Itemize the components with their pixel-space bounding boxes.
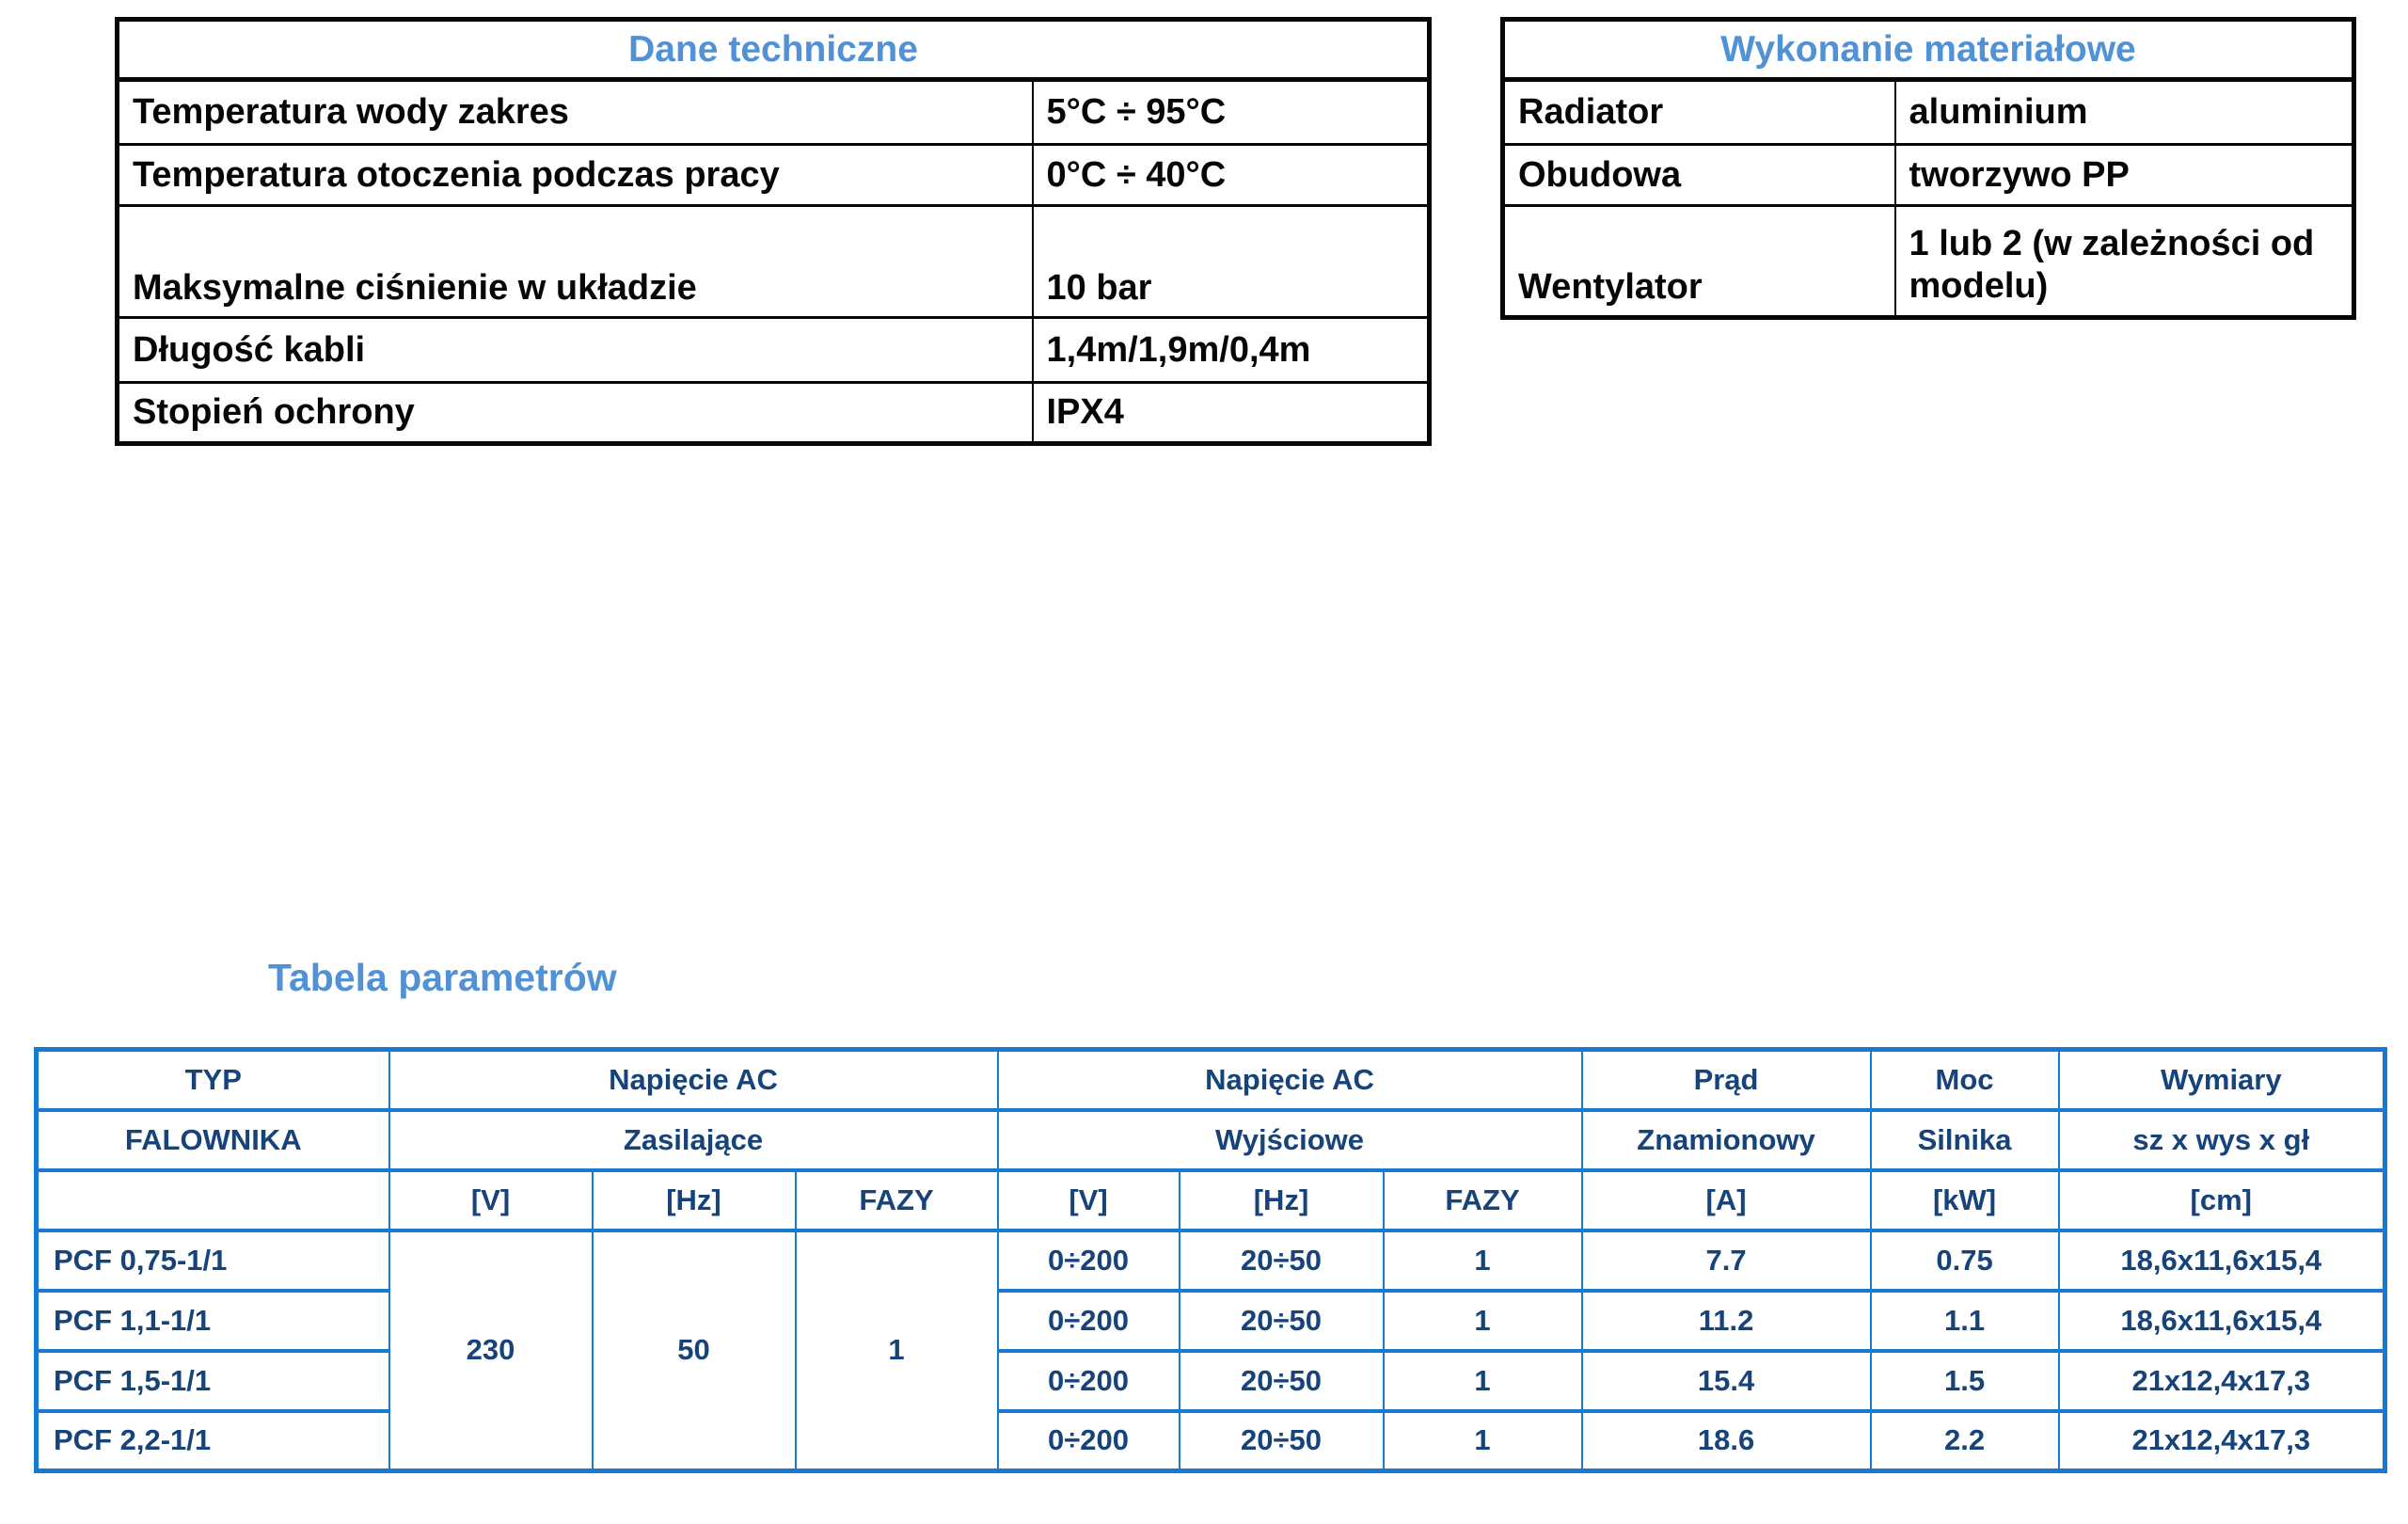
tabela-parametrow-title: Tabela parametrów: [268, 956, 617, 999]
table-row: [118, 145, 1430, 206]
material-row-value: aluminium: [1895, 80, 2354, 145]
prad-header: Znamionowy: [1582, 1110, 1871, 1170]
table-row: [118, 383, 1430, 444]
prad-header: Prąd: [1582, 1050, 1871, 1110]
table-row: [118, 206, 1430, 318]
tabela-parametrow-table: [34, 1047, 2387, 1473]
table-row: [118, 318, 1430, 383]
unit-header: FAZY: [1384, 1170, 1582, 1230]
wykonanie-materialowe-table: [1500, 17, 2356, 320]
cell-prad: 7.7: [1582, 1230, 1871, 1291]
material-row-value: 1 lub 2 (w zależności od modelu): [1895, 206, 2354, 318]
table-row: [1503, 145, 2354, 206]
cell-typ: PCF 2,2-1/1: [37, 1411, 389, 1471]
unit-header: [A]: [1582, 1170, 1871, 1230]
cell-typ: PCF 0,75-1/1: [37, 1230, 389, 1291]
param-data-row: [37, 1230, 2385, 1291]
unit-header: [Hz]: [1180, 1170, 1384, 1230]
table-row: [1503, 206, 2354, 318]
unit-header: [V]: [389, 1170, 593, 1230]
typ-header-empty: [37, 1170, 389, 1230]
cell-wymiary: 21x12,4x17,3: [2059, 1411, 2385, 1471]
material-row-value: tworzywo PP: [1895, 145, 2354, 206]
unit-header: [V]: [998, 1170, 1180, 1230]
cell-out-hz: 20÷50: [1180, 1291, 1384, 1351]
output-group-header: Wyjściowe: [998, 1110, 1582, 1170]
moc-header: Silnika: [1871, 1110, 2059, 1170]
unit-header: [kW]: [1871, 1170, 2059, 1230]
dane-techniczne-title: Dane techniczne: [118, 20, 1430, 80]
param-data-row: [37, 1291, 2385, 1351]
dane-row-value: 10 bar: [1033, 206, 1430, 318]
wymiary-header: Wymiary: [2059, 1050, 2385, 1110]
material-row-label: Wentylator: [1503, 206, 1895, 318]
cell-prad: 11.2: [1582, 1291, 1871, 1351]
wykonanie-materialowe-title: Wykonanie materiałowe: [1503, 20, 2354, 80]
cell-supply-hz: 50: [593, 1230, 796, 1471]
output-group-header: Napięcie AC: [998, 1050, 1582, 1110]
cell-out-hz: 20÷50: [1180, 1351, 1384, 1411]
dane-row-label: Maksymalne ciśnienie w układzie: [118, 206, 1033, 318]
cell-typ: PCF 1,1-1/1: [37, 1291, 389, 1351]
dane-row-label: Długość kabli: [118, 318, 1033, 383]
dane-techniczne-table: [115, 17, 1432, 446]
dane-row-value: IPX4: [1033, 383, 1430, 444]
cell-out-hz: 20÷50: [1180, 1411, 1384, 1471]
supply-group-header: Zasilające: [389, 1110, 998, 1170]
material-row-label: Radiator: [1503, 80, 1895, 145]
cell-moc: 1.5: [1871, 1351, 2059, 1411]
unit-header: [Hz]: [593, 1170, 796, 1230]
dane-row-value: 5°C ÷ 95°C: [1033, 80, 1430, 145]
cell-out-fazy: 1: [1384, 1351, 1582, 1411]
supply-group-header: Napięcie AC: [389, 1050, 998, 1110]
cell-moc: 2.2: [1871, 1411, 2059, 1471]
material-row-label: Obudowa: [1503, 145, 1895, 206]
moc-header: Moc: [1871, 1050, 2059, 1110]
param-header-row: [37, 1050, 2385, 1110]
table-row: [1503, 80, 2354, 145]
cell-supply-v: 230: [389, 1230, 593, 1471]
dane-row-label: Temperatura wody zakres: [118, 80, 1033, 145]
param-data-row: [37, 1411, 2385, 1471]
cell-prad: 18.6: [1582, 1411, 1871, 1471]
param-data-row: [37, 1351, 2385, 1411]
typ-header: TYP: [37, 1050, 389, 1110]
wymiary-header: sz x wys x gł: [2059, 1110, 2385, 1170]
table-row: [118, 20, 1430, 80]
cell-supply-fazy: 1: [796, 1230, 998, 1471]
cell-prad: 15.4: [1582, 1351, 1871, 1411]
cell-out-v: 0÷200: [998, 1230, 1180, 1291]
cell-wymiary: 18,6x11,6x15,4: [2059, 1291, 2385, 1351]
cell-out-hz: 20÷50: [1180, 1230, 1384, 1291]
typ-header: FALOWNIKA: [37, 1110, 389, 1170]
dane-row-label: Temperatura otoczenia podczas pracy: [118, 145, 1033, 206]
dane-row-value: 0°C ÷ 40°C: [1033, 145, 1430, 206]
cell-out-v: 0÷200: [998, 1351, 1180, 1411]
cell-out-fazy: 1: [1384, 1230, 1582, 1291]
cell-wymiary: 21x12,4x17,3: [2059, 1351, 2385, 1411]
unit-header: [cm]: [2059, 1170, 2385, 1230]
cell-typ: PCF 1,5-1/1: [37, 1351, 389, 1411]
cell-out-v: 0÷200: [998, 1411, 1180, 1471]
unit-header: FAZY: [796, 1170, 998, 1230]
param-unit-row: [37, 1170, 2385, 1230]
cell-wymiary: 18,6x11,6x15,4: [2059, 1230, 2385, 1291]
cell-moc: 0.75: [1871, 1230, 2059, 1291]
cell-out-fazy: 1: [1384, 1291, 1582, 1351]
cell-out-v: 0÷200: [998, 1291, 1180, 1351]
table-row: [118, 80, 1430, 145]
dane-row-value: 1,4m/1,9m/0,4m: [1033, 318, 1430, 383]
cell-moc: 1.1: [1871, 1291, 2059, 1351]
cell-out-fazy: 1: [1384, 1411, 1582, 1471]
dane-row-label: Stopień ochrony: [118, 383, 1033, 444]
table-row: [1503, 20, 2354, 80]
param-header-row: [37, 1110, 2385, 1170]
